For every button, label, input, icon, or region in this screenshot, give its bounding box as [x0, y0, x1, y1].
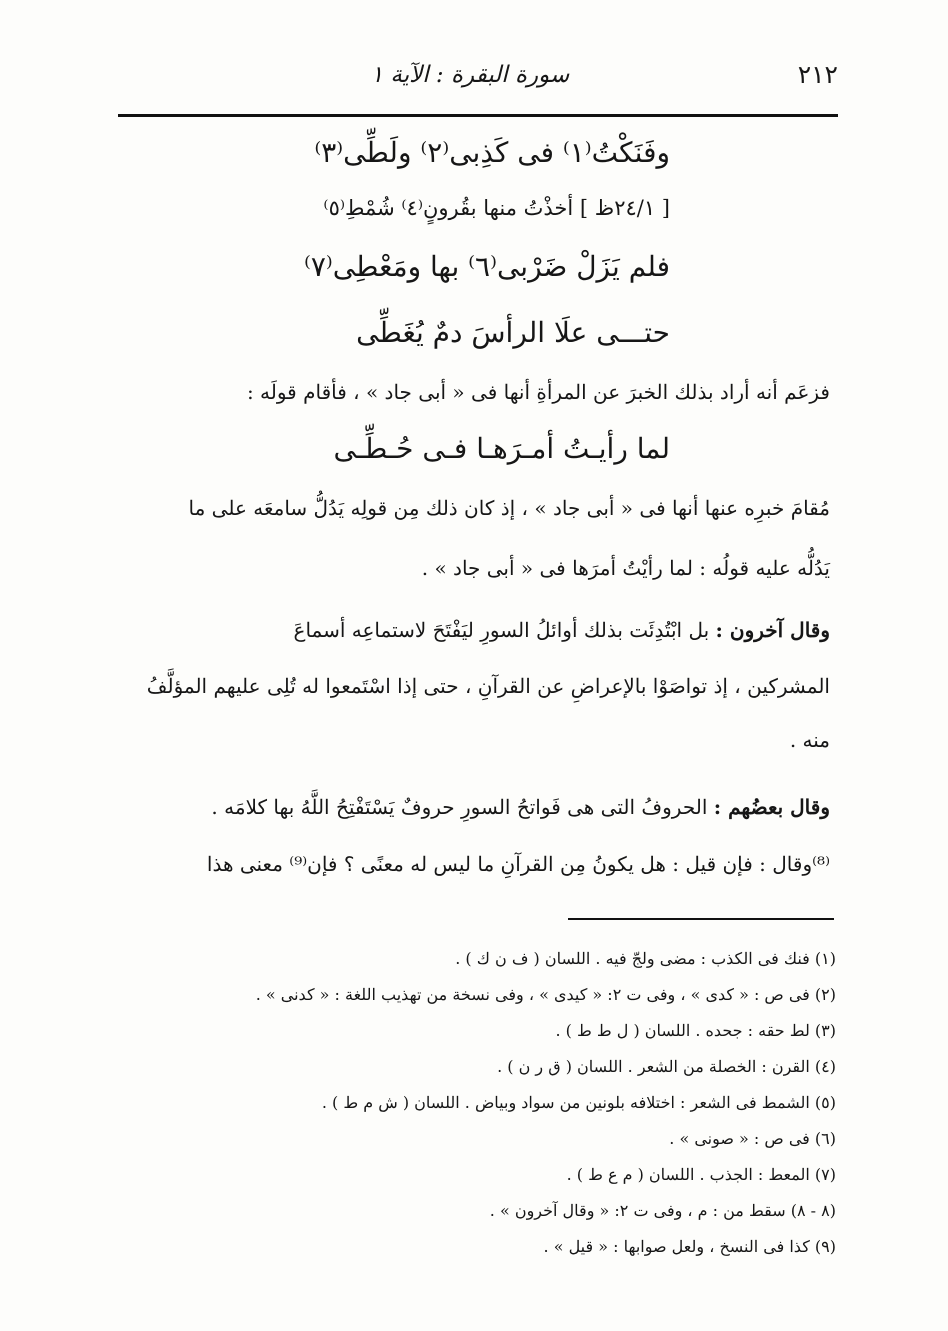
- verse-line-3: فلم يَزَلْ ضَرْبى⁽٦⁾ بها ومَعْطِى⁽٧⁾: [303, 250, 670, 283]
- paragraph-3-line-2: المشركين ، إذ تواصَوْا بالإعراضِ عن القرآنِ ، حتى إذا اسْتَمعوا له تُلِى عليهم المؤلَّفُ: [146, 674, 830, 698]
- paragraph-3-line-1: [120, 618, 830, 642]
- paragraph-3-line-3: منه .: [789, 728, 830, 752]
- header-rule: [118, 114, 838, 117]
- footnote-separator: [568, 918, 834, 920]
- paragraph-4-rest: الحروفُ التى هى فَواتحُ السورِ حروفٌ يَسْتَفْتِحُ اللَّهُ بها كلامَه .: [211, 795, 714, 819]
- paragraph-3-lead: وقال آخرون :: [715, 618, 830, 642]
- paragraph-3-rest: بل ابْتُدِئَت بذلك أوائلُ السورِ ليَفْتَحَ لاستماعِه أسماعَ: [293, 618, 716, 642]
- paragraph-4-lead: وقال بعضُهم :: [713, 795, 830, 819]
- paragraph-5: ⁽⁸⁾وقال : فإن قيل : هل يكونُ مِن القرآنِ ما ليس له معنًى ؟ فإن⁽⁹⁾ معنى هذا: [206, 852, 830, 876]
- verse-line-1: وفَنَكْتُ⁽١⁾ فى كَذِبى⁽٢⁾ ولَطِّى⁽٣⁾: [314, 136, 670, 169]
- footnote-9: (٩) كذا فى النسخ ، ولعل صوابها : « قيل » .: [543, 1237, 836, 1256]
- paragraph-1: فزعَم أنه أراد بذلك الخبرَ عن المرأةِ أنها فى « أبى جاد » ، فأقام قولَه :: [246, 380, 830, 404]
- footnote-3: (٣) لط حقه : جحده . اللسان ( ل ط ط ) .: [555, 1021, 836, 1040]
- paragraph-2-line-2: يَدُلُّه عليه قولُه : لما رأيْتُ أمرَها فى « أبى جاد » .: [421, 556, 830, 580]
- footnote-7: (٧) المعط : الجذب . اللسان ( م ع ط ) .: [566, 1165, 836, 1184]
- footnote-8: (٨ - ٨) سقط من : م ، وفى ت ٢: « وقال آخرون » .: [489, 1201, 836, 1220]
- footnote-1: (١) فنك فى الكذب : مضى ولجّ فيه . اللسان ( ف ن ك ) .: [455, 949, 836, 968]
- verse-line-2: [ ٢٤/١ظ ] أخذْتُ منها بقُرونٍ⁽٤⁾ شُمْطِ⁽٥⁾: [323, 196, 670, 220]
- footnotes: [190, 950, 836, 1274]
- footnote-2: (٢) فى ص : « كدى » ، وفى ت ٢: « كيدى » ، وفى نسخة من تهذيب اللغة : « كدنى » .: [255, 985, 836, 1004]
- paragraph-2-line-1: مُقامَ خبرِه عنها أنها فى « أبى جاد » ، إذ كان ذلك مِن قولِه يَدُلُّ سامعَه على ما: [188, 496, 830, 520]
- footnote-5: (٥) الشمط فى الشعر : اختلافه بلونين من سواد وبياض . اللسان ( ش م ط ) .: [321, 1093, 836, 1112]
- page-number: ٢١٢: [797, 60, 838, 89]
- footnote-4: (٤) القرن : الخصلة من الشعر . اللسان ( ق ر ن ) .: [497, 1057, 836, 1076]
- verse-line-4: حتـــى علَا الرأسَ دمٌ يُغَطِّى: [356, 316, 670, 349]
- verse-single: لما رأيـتُ أمـرَهـا فـى حُـطِّـى: [333, 432, 670, 465]
- paragraph-4: [120, 795, 830, 819]
- running-header-title: سورة البقرة : الآية ١: [370, 62, 570, 88]
- footnote-6: (٦) فى ص : « صونى » .: [669, 1129, 836, 1148]
